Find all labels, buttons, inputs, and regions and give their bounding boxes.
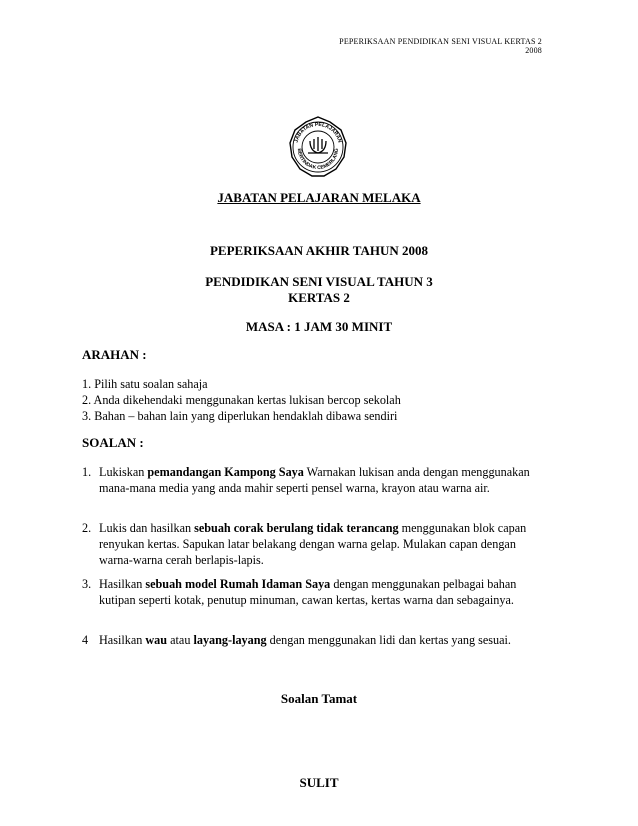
running-header xyxy=(339,37,542,55)
svg-text:JABATAN PELAJARAN: JABATAN PELAJARAN xyxy=(293,121,343,144)
exam-title: PEPERIKSAAN AKHIR TAHUN 2008 xyxy=(209,243,429,258)
question-emphasis: sebuah corak berulang tidak terancang xyxy=(194,521,399,535)
instruction-item: 2. Anda dikehendaki menggunakan kertas lukisan bercop sekolah xyxy=(82,393,401,407)
department-title: JABATAN PELAJARAN MELAKA xyxy=(217,190,421,205)
svg-text:BERTINDAK CEMERLANG: BERTINDAK CEMERLANG xyxy=(295,148,341,172)
header-line-2: 2008 xyxy=(525,46,542,55)
paper-title: KERTAS 2 xyxy=(288,290,350,305)
question-3: 3. Hasilkan sebuah model Rumah Idaman Saya dengan menggunakan pelbagai bahan kutipan seperti kotak, penutup minuman, cawan kertas, kertas warna dan sebagainya. xyxy=(82,577,517,607)
end-of-questions: Soalan Tamat xyxy=(280,691,358,706)
question-emphasis: pemandangan Kampong Saya xyxy=(147,465,304,479)
ministry-logo xyxy=(286,115,350,179)
subject-title: PENDIDIKAN SENI VISUAL TAHUN 3 xyxy=(205,274,433,289)
questions-heading: SOALAN : xyxy=(82,435,144,450)
instructions-heading: ARAHAN : xyxy=(82,347,147,362)
question-number: 4 xyxy=(82,633,89,647)
instruction-item: 3. Bahan – bahan lain yang diperlukan hendaklah dibawa sendiri xyxy=(82,409,398,423)
header-line-1: PEPERIKSAAN PENDIDIKAN SENI VISUAL KERTAS 2 xyxy=(339,37,542,46)
question-emphasis: layang-layang xyxy=(193,633,267,647)
secret-label: SULIT xyxy=(299,775,339,790)
question-number: 2. xyxy=(82,521,92,535)
question-emphasis: wau xyxy=(145,633,168,647)
question-number: 3. xyxy=(82,577,92,591)
question-4: 4 Hasilkan wau atau layang-layang dengan menggunakan lidi dan kertas yang sesuai. xyxy=(82,633,511,647)
question-emphasis: sebuah model Rumah Idaman Saya xyxy=(145,577,331,591)
crest-icon xyxy=(286,115,350,179)
question-number: 1. xyxy=(82,465,92,479)
question-1: 1. Lukiskan pemandangan Kampong Saya Warnakan lukisan anda dengan menggunakan mana-mana media yang anda mahir seperti pensel warna, krayon atau warna air. xyxy=(82,465,530,495)
duration: MASA : 1 JAM 30 MINIT xyxy=(245,319,393,334)
question-2: 2. Lukis dan hasilkan sebuah corak berulang tidak terancang menggunakan blok capan renyukan kertas. Sapukan latar belakang dengan warna gelap. Mulakan capan dengan warna-warna cerah berlapis-lapis. xyxy=(82,521,527,567)
instruction-item: 1. Pilih satu soalan sahaja xyxy=(82,377,208,391)
